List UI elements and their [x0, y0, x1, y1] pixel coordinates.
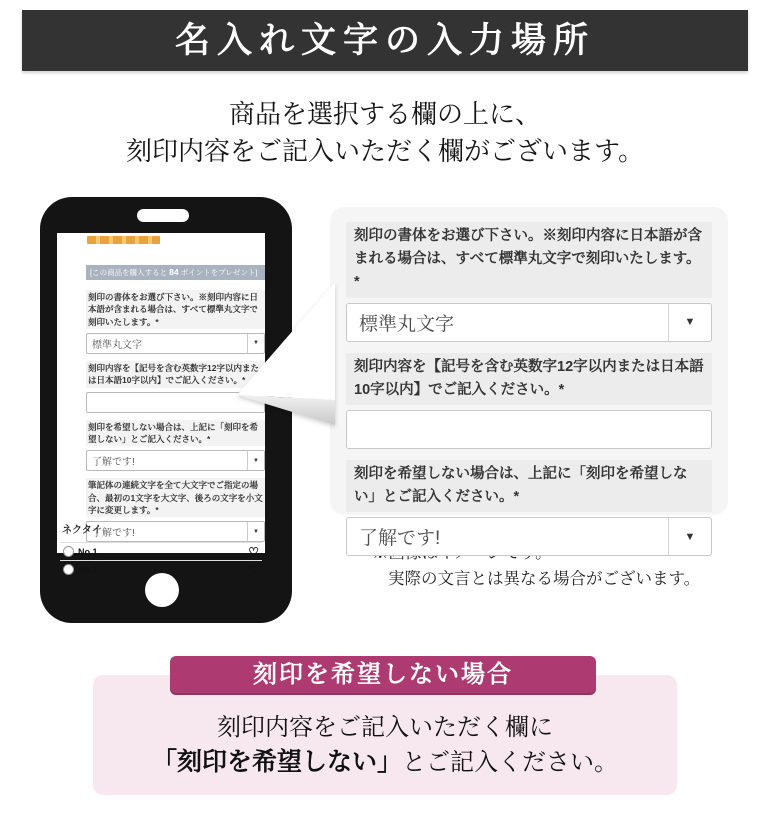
no-engraving-label: 刻印を希望しない場合は、上記に「刻印を希望しない」とご記入ください。* — [86, 420, 265, 447]
product-list — [60, 521, 262, 578]
chevron-down-icon: ▼ — [668, 304, 711, 341]
product-row-label: No.1 — [78, 546, 98, 557]
radio-button-icon[interactable] — [63, 546, 74, 557]
chevron-down-icon: ▼ — [668, 518, 711, 555]
engraving-text-input[interactable] — [346, 410, 712, 449]
product-row-label: No.2 — [78, 564, 98, 575]
no-engraving-instruction-line-2 — [93, 745, 677, 781]
points-value: 84 — [169, 267, 179, 277]
no-engraving-banner-title: 刻印を希望しない場合 — [253, 662, 513, 688]
page-title: 名入れ文字の入力場所 — [174, 21, 595, 60]
disclaimer-line-2: 実際の文言とは異なる場合がございます。 — [388, 569, 701, 589]
no-engraving-select-value: 了解です! — [359, 528, 441, 550]
no-engraving-instruction-line-1: 刻印内容をご記入いただく欄に — [217, 715, 553, 741]
cursive-ack-select-value: 了解です! — [92, 528, 135, 540]
cursive-note-label: 筆記体の連続文字を全て大文字でご指定の場合、最初の1文字を大文字、後ろの文字を小文字に変更します。* — [86, 478, 265, 517]
intro-line-1: 商品を選択する欄の上に、 — [228, 100, 541, 129]
points-banner-text: [この商品を購入すると — [90, 268, 170, 277]
phone-home-button — [145, 573, 179, 607]
heart-icon[interactable]: ♡ — [248, 562, 259, 577]
font-select[interactable] — [346, 303, 712, 342]
phone-screen — [57, 233, 265, 577]
sale-tag — [87, 236, 160, 244]
engraving-text-label: 刻印内容を【記号を含む英数字12字以内または日本語10字以内】でご記入ください。* — [346, 353, 712, 405]
chevron-down-icon: ▼ — [247, 522, 264, 541]
chevron-down-icon: ▼ — [247, 451, 264, 470]
product-row[interactable] — [60, 542, 262, 560]
engraving-text-label: 刻印内容を【記号を含む英数字12字以内または日本語10字以内】でご記入ください。* — [86, 361, 265, 388]
no-engraving-instruction-rest: とご記入ください。 — [402, 750, 618, 776]
font-select-label: 刻印の書体をお選び下さい。※刻印内容に日本語が含まれる場合は、すべて標準丸文字で刻印いたします。* — [86, 290, 265, 329]
callout-pointer — [235, 276, 335, 428]
callout-box — [330, 207, 728, 550]
font-select-value: 標準丸文字 — [92, 339, 142, 351]
no-engraving-banner — [170, 656, 596, 695]
heart-icon[interactable]: ♡ — [248, 544, 259, 559]
chevron-down-icon: ▼ — [247, 334, 264, 353]
no-engraving-keyword: 「刻印を希望しない」 — [151, 749, 402, 776]
no-engraving-select[interactable] — [86, 450, 265, 471]
no-engraving-label: 刻印を希望しない場合は、上記に「刻印を希望しない」とご記入ください。* — [346, 460, 712, 512]
radio-button-icon[interactable] — [63, 564, 74, 575]
no-engraving-select-value: 了解です! — [92, 457, 135, 469]
points-banner-text: ポイントをプレゼント] — [178, 268, 258, 277]
font-select-label: 刻印の書体をお選び下さい。※刻印内容に日本語が含まれる場合は、すべて標準丸文字で刻印いたします。* — [346, 222, 712, 298]
no-engraving-select[interactable] — [346, 517, 712, 556]
font-select-value: 標準丸文字 — [359, 313, 455, 335]
intro-text — [0, 96, 770, 170]
header-banner — [22, 10, 748, 71]
intro-line-2: 刻印内容をご記入いただく欄がございます。 — [126, 137, 644, 166]
phone-speaker — [137, 209, 189, 222]
product-category-title: ネクタイ — [62, 525, 102, 536]
